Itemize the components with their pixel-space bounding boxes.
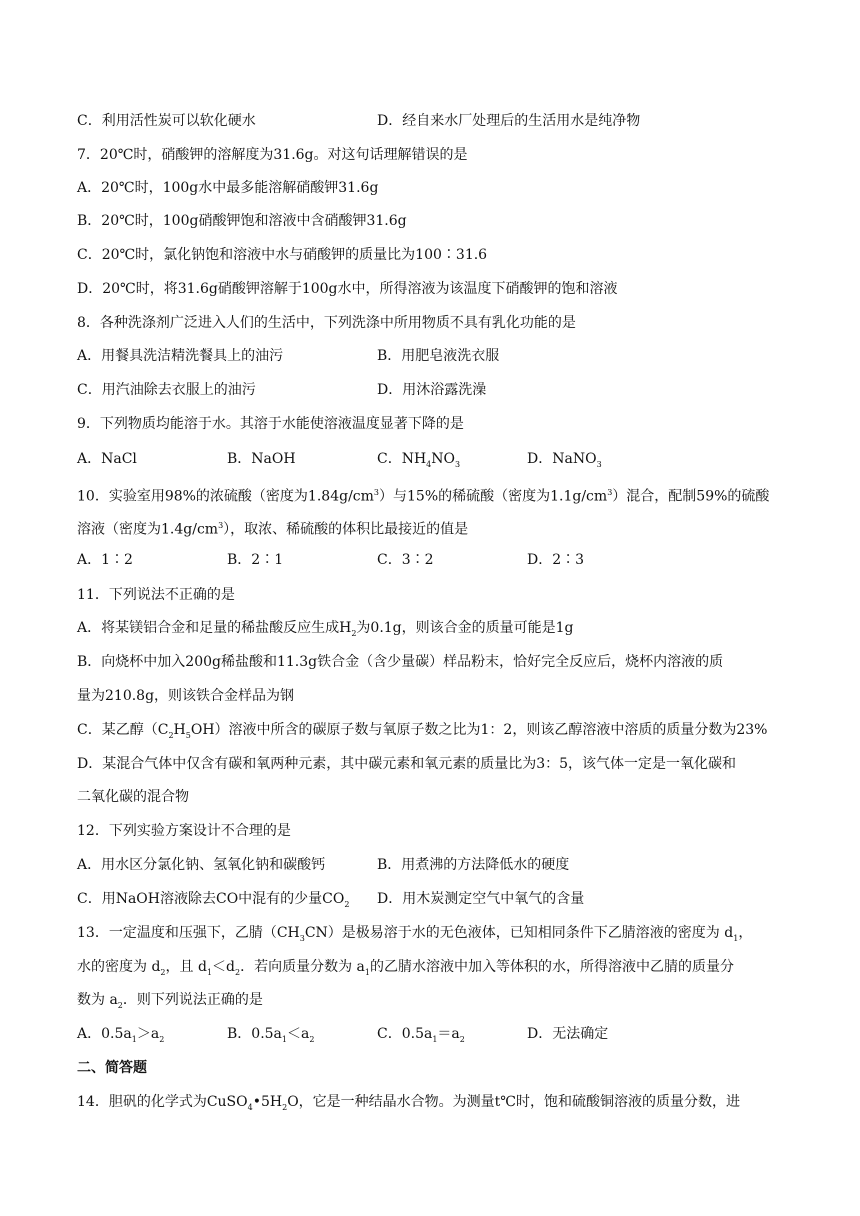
q8-option-b: B．用肥皂液洗衣服 (377, 348, 500, 364)
q11-option-d-line2: 二氧化碳的混合物 (77, 789, 189, 805)
q12-options-cd (77, 889, 585, 915)
q13-stem-line1: 13．一定温度和压强下，乙腈$(CH_3CN)$是极易溶于水的无色液体，已知相同条件下乙腈溶液的密度为 $d_1$， (77, 925, 753, 943)
q8-option-c: C．用汽油除去衣服上的油污 (77, 382, 256, 398)
q10-stem-line1: 10．实验室用98%的浓硫酸（密度为$1.84g/cm^3$）与15%的稀硫酸（密度为$1.1g/cm^3$）混合，配制59%的硫酸 (77, 488, 770, 505)
q12-option-b: B．用煮沸的方法降低水的硬度 (377, 857, 570, 873)
q13-option-d: D．无法确定 (527, 1026, 609, 1042)
q7-option-b: B．20℃时，100g硝酸钾饱和溶液中含硝酸钾31.6g (77, 213, 407, 229)
q8-option-a: A．用餐具洗洁精洗餐具上的油污 (77, 348, 284, 364)
q6-option-c: C．利用活性炭可以软化硬水 (77, 113, 256, 129)
q13-options (77, 1024, 777, 1050)
q12-option-c: C．用NaOH溶液除去CO中混有的少量$CO_2$ (77, 891, 350, 909)
q6-options-cd (77, 111, 641, 131)
q7-option-a: A．20℃时，100g水中最多能溶解硝酸钾31.6g (77, 180, 379, 196)
q10-options (77, 550, 777, 570)
q12-option-d: D．用木炭测定空气中氧气的含量 (377, 891, 585, 907)
q10-option-a: A．1∶2 (77, 552, 133, 568)
q12-options-ab (77, 855, 570, 875)
q12-option-a: A．用水区分氯化钠、氢氧化钠和碳酸钙 (77, 857, 326, 873)
q11-option-b-line2: 量为210.8g，则该铁合金样品为钢 (77, 688, 295, 704)
q14-stem-line1: 14．胆矾的化学式为$CuSO_4•5H_2O$，它是一种结晶水合物。为测量t℃时，饱和硫酸铜溶液的质量分数，进 (77, 1094, 740, 1112)
q9-option-c: C．$NH_4NO_3$ (377, 451, 461, 469)
q8-options-ab (77, 346, 500, 366)
q9-option-d: D．NaNO$_3$ (527, 451, 602, 469)
q10-option-c: C．3∶2 (377, 552, 434, 568)
q13-option-a: A．$0.5a_1>a_2$ (77, 1026, 165, 1044)
q12-stem: 12．下列实验方案设计不合理的是 (77, 823, 291, 839)
q8-options-cd (77, 380, 487, 400)
section-heading-short-answer: 二、简答题 (77, 1060, 147, 1076)
q13-stem-line2: 水的密度为 $d_2$，且 $d_1<d_2$．若向质量分数为 $a_1$的乙腈水溶液中加入等体积的水，所得溶液中乙腈的质量分 (77, 959, 734, 977)
q13-option-c: C．$0.5a_1=a_2$ (377, 1026, 465, 1044)
q11-option-a: A．将某镁铝合金和足量的稀盐酸反应生成$H_2$为0.1g，则该合金的质量可能是1g (77, 620, 574, 638)
q8-stem: 8．各种洗涤剂广泛进入人们的生活中，下列洗涤中所用物质不具有乳化功能的是 (77, 315, 576, 331)
q11-stem: 11．下列说法不正确的是 (77, 587, 235, 603)
q8-option-d: D．用沐浴露洗澡 (377, 382, 487, 398)
q7-option-d: D．20℃时，将31.6g硝酸钾溶解于100g水中，所得溶液为该温度下硝酸钾的饱和溶液 (77, 281, 618, 297)
q11-option-d-line1: D．某混合气体中仅含有碳和氧两种元素，其中碳元素和氧元素的质量比为3：5，该气体一定是一氧化碳和 (77, 756, 737, 772)
q7-stem: 7．20℃时，硝酸钾的溶解度为31.6g。对这句话理解错误的是 (77, 147, 468, 163)
q9-options (77, 449, 777, 469)
q10-option-d: D．2∶3 (527, 552, 585, 568)
q10-option-b: B．2∶1 (227, 552, 284, 568)
q6-option-d: D．经自来水厂处理后的生活用水是纯净物 (377, 113, 641, 129)
q9-option-a: A．NaCl (77, 451, 137, 467)
q9-stem: 9．下列物质均能溶于水。其溶于水能使溶液温度显著下降的是 (77, 416, 464, 432)
q10-stem-line2: 溶液（密度为$1.4g/cm^3$），取浓、稀硫酸的体积比最接近的值是 (77, 521, 469, 538)
q11-option-b-line1: B．向烧杯中加入200g稀盐酸和11.3g铁合金（含少量碳）样品粉末，恰好完全反应后，烧杯内溶液的质 (77, 654, 724, 670)
q11-option-c: C．某乙醇$(C_2H_5OH)$溶液中所含的碳原子数与氧原子数之比为1：2，则该乙醇溶液中溶质的质量分数为23% (77, 722, 768, 740)
q9-option-b: B．NaOH (227, 451, 296, 467)
q13-option-b: B．$0.5a_1<a_2$ (227, 1026, 315, 1044)
q13-stem-line3: 数为 $a_2$．则下列说法正确的是 (77, 992, 263, 1010)
q7-option-c: C．20℃时，氯化钠饱和溶液中水与硝酸钾的质量比为100∶31.6 (77, 247, 488, 263)
